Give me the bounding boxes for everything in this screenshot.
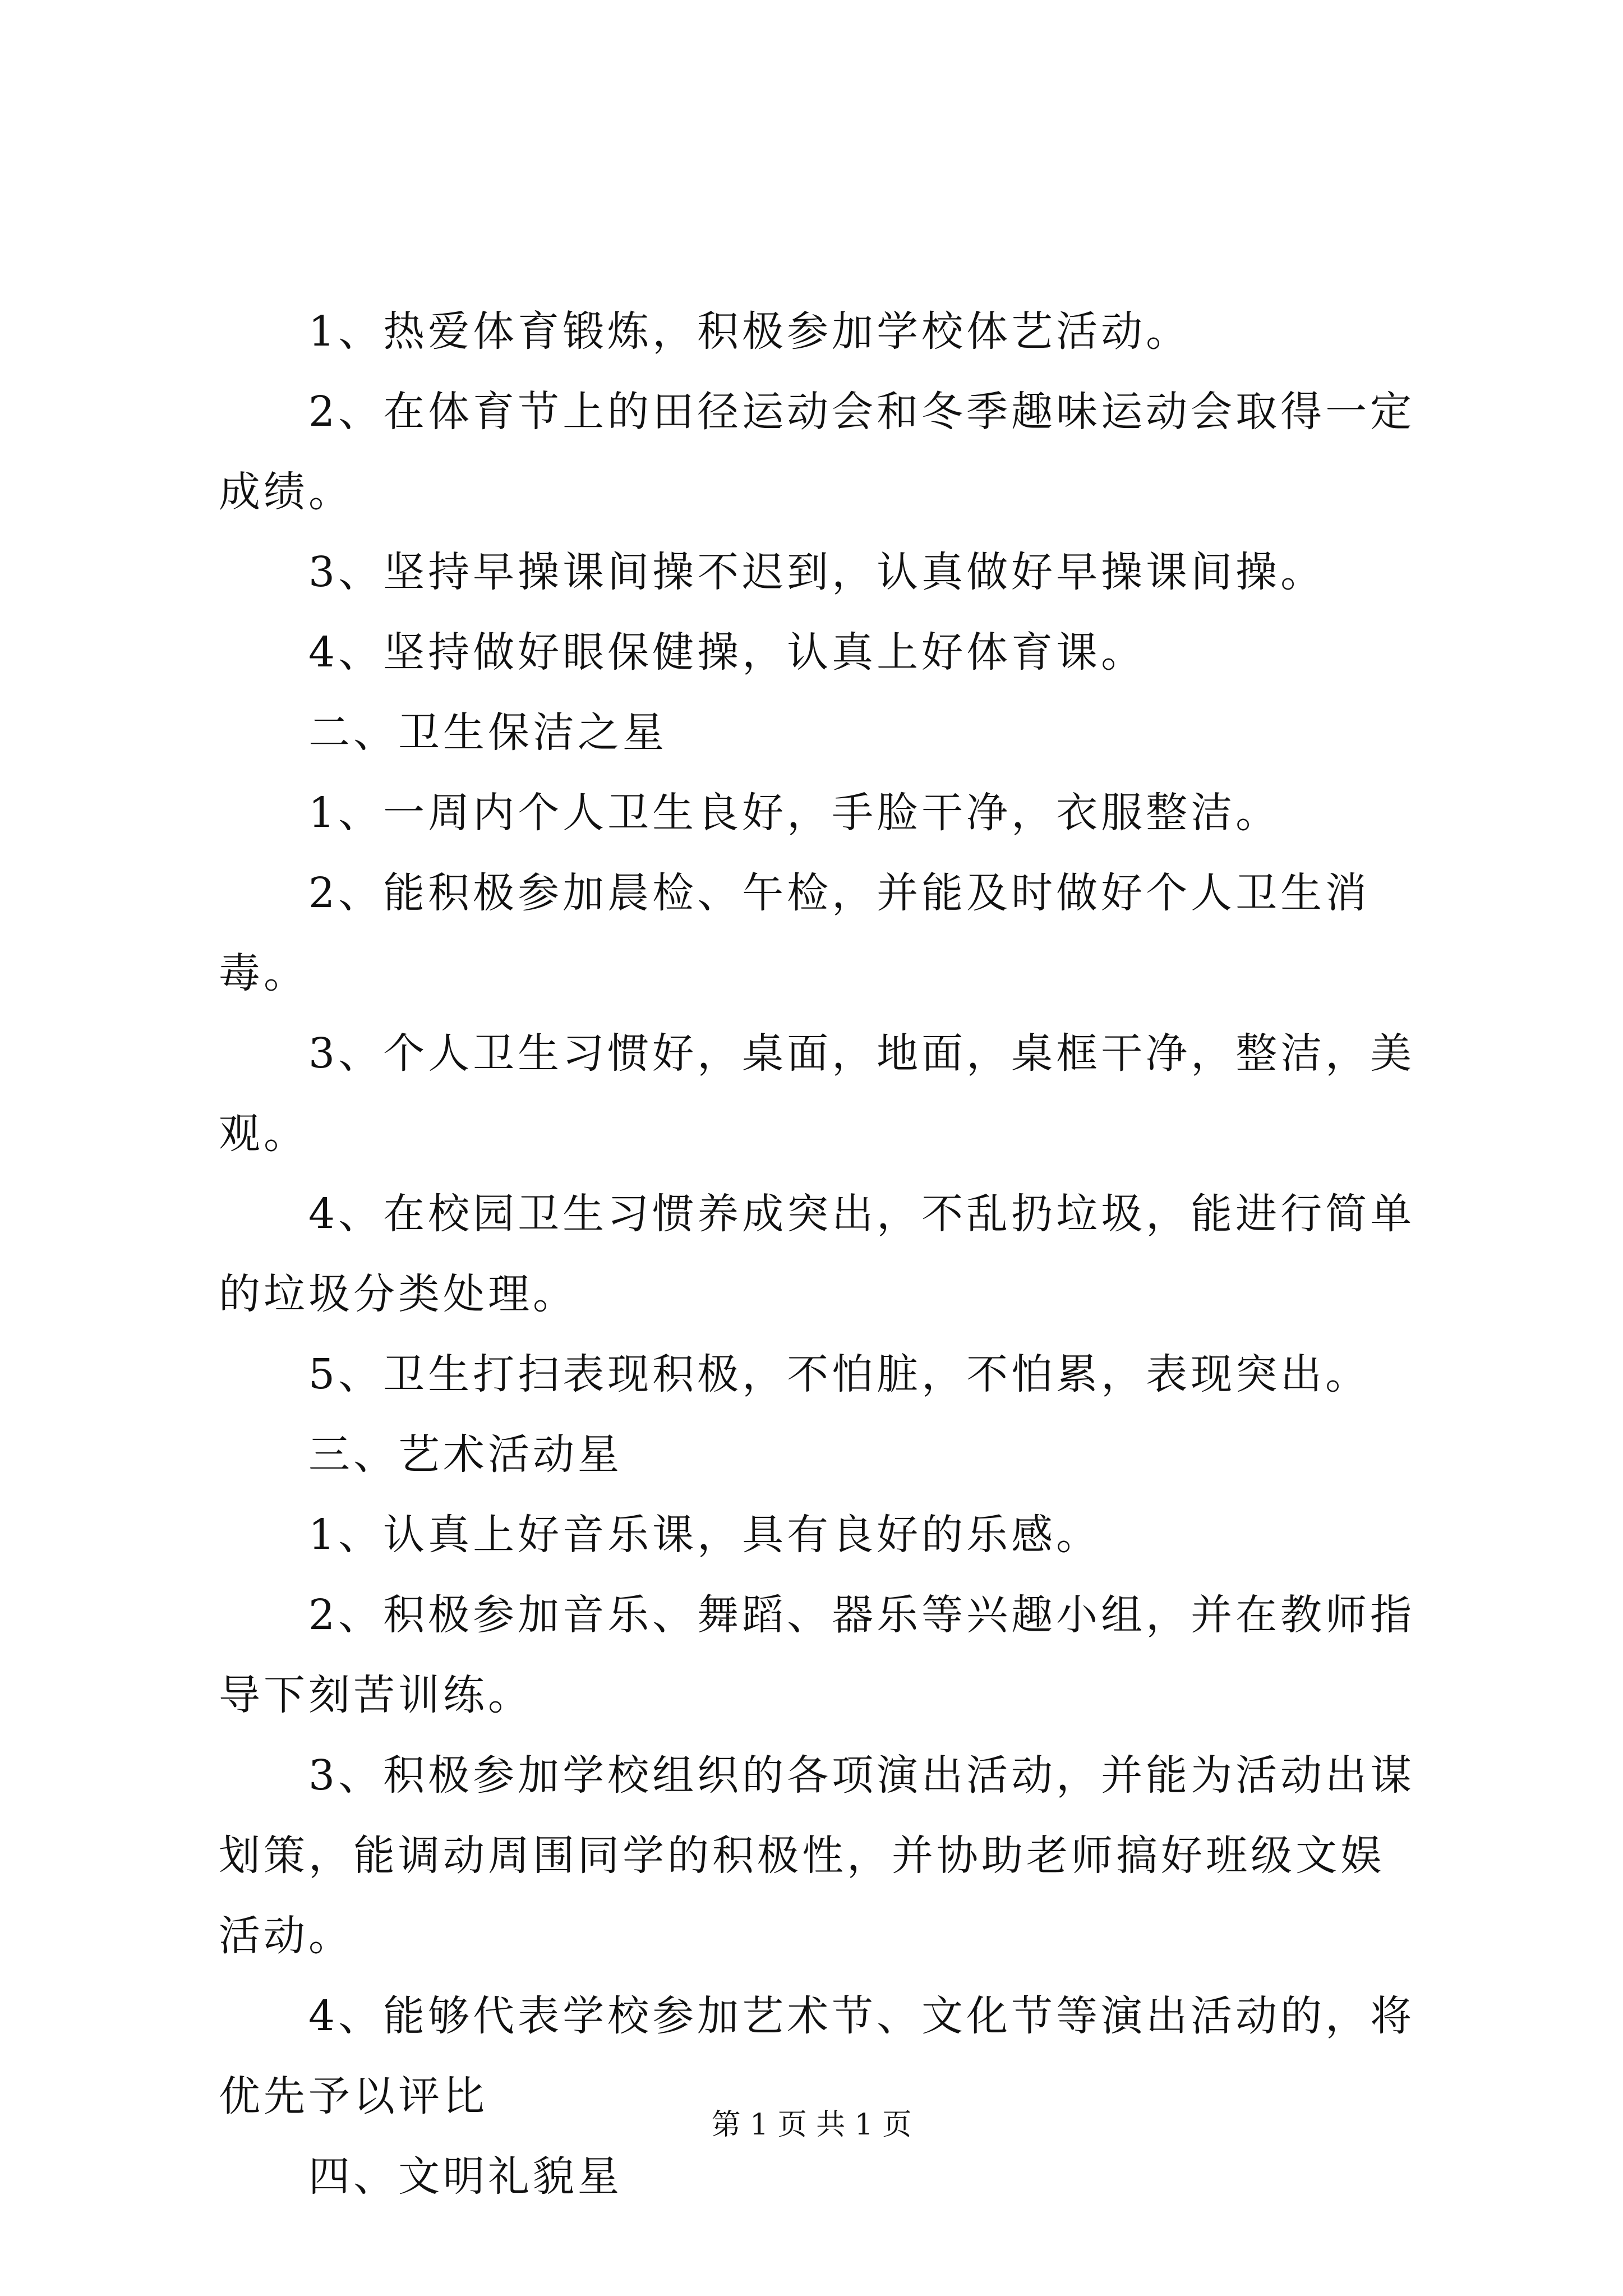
paragraph: 2、能积极参加晨检、午检，并能及时做好个人卫生消毒。: [219, 869, 1371, 997]
paragraph: 5、卫生打扫表现积极，不怕脏，不怕累，表现突出。: [308, 1350, 1371, 1398]
document-body: [219, 292, 1424, 2217]
section-heading: 二、卫生保洁之星: [308, 708, 667, 757]
paragraph: 3、积极参加学校组织的各项演出活动，并能为活动出谋划策，能调动周围同学的积极性，并协助老师搞好班级文娱活动。: [219, 1751, 1415, 1960]
page-footer: [0, 2101, 1623, 2143]
page-number-label: 第 1 页 共 1 页: [711, 2108, 912, 2142]
paragraph: 2、积极参加音乐、舞蹈、器乐等兴趣小组，并在教师指导下刻苦训练。: [219, 1591, 1415, 1719]
paragraph: 4、在校园卫生习惯养成突出，不乱扔垃圾，能进行简单的垃圾分类处理。: [219, 1190, 1415, 1318]
paragraph: 1、一周内个人卫生良好，手脸干净，衣服整洁。: [308, 789, 1281, 837]
section-heading: 四、文明礼貌星: [308, 2152, 623, 2201]
section-heading: 三、艺术活动星: [308, 1430, 623, 1479]
paragraph: 1、认真上好音乐课，具有良好的乐感。: [308, 1511, 1101, 1559]
paragraph: 4、能够代表学校参加艺术节、文化节等演出活动的，将优先予以评比: [219, 1992, 1415, 2120]
paragraph: 1、热爱体育锻炼，积极参加学校体艺活动。: [308, 307, 1191, 356]
paragraph: 3、坚持早操课间操不迟到，认真做好早操课间操。: [308, 548, 1326, 596]
paragraph: 3、个人卫生习惯好，桌面，地面，桌框干净，整洁，美观。: [219, 1029, 1415, 1158]
paragraph: 2、在体育节上的田径运动会和冬季趣味运动会取得一定成绩。: [219, 388, 1415, 516]
paragraph: 4、坚持做好眼保健操，认真上好体育课。: [308, 628, 1146, 677]
